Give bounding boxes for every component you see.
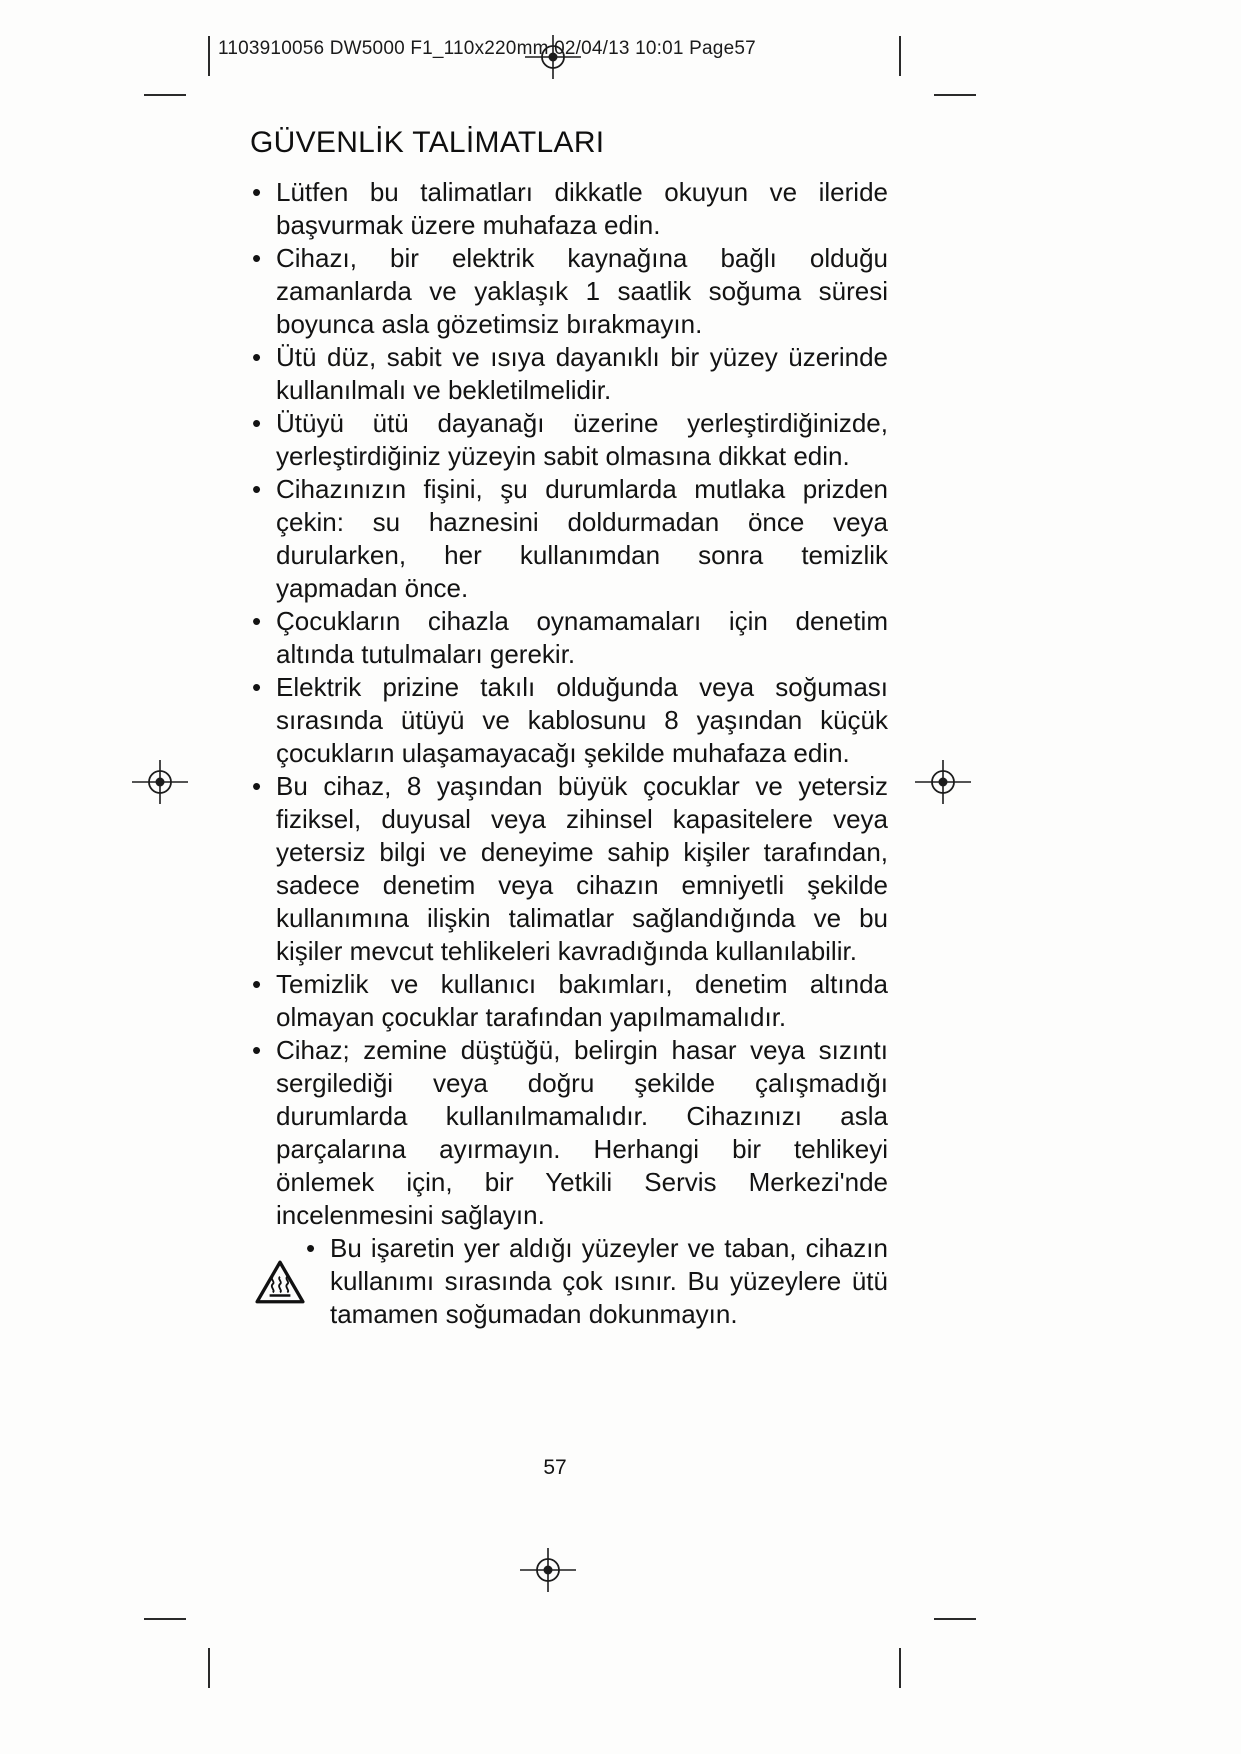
crop-mark-bottom-right-horizontal	[934, 1618, 976, 1620]
bullet-text: Bu cihaz, 8 yaşından büyük çocuklar ve yetersiz fiziksel, duyusal veya zihinsel kapasitelere veya yetersiz bilgi ve deneyime sahip kişiler tarafından, sadece denetim veya cihazın emniyetli şekilde kullanımına ilişkin talimatlar sağlandığında ve bu kişiler mevcut tehlikeleri kavradığında kullanılabilir.	[276, 771, 888, 966]
list-item	[250, 770, 888, 968]
bullet-dot: •	[252, 1035, 262, 1065]
page-title: GÜVENLİK TALİMATLARI	[250, 126, 605, 159]
list-item	[250, 1034, 888, 1232]
crop-mark-top-left-horizontal	[144, 94, 186, 96]
list-item	[250, 968, 888, 1034]
bullet-dot: •	[252, 771, 262, 801]
safety-instructions-list	[250, 176, 888, 1232]
bullet-text: Cihazınızın fişini, şu durumlarda mutlaka prizden çekin: su haznesini doldurmadan önce veya durularken, her kullanımdan sonra temizlik yapmadan önce.	[276, 474, 888, 603]
list-item	[250, 176, 888, 242]
bullet-dot: •	[252, 474, 262, 504]
bullet-dot: •	[252, 672, 262, 702]
registration-target-icon-left	[132, 754, 188, 810]
list-item	[250, 473, 888, 605]
bullet-text: Lütfen bu talimatları dikkatle okuyun ve ileride başvurmak üzere muhafaza edin.	[276, 177, 888, 240]
list-item	[250, 407, 888, 473]
hot-surface-warning-icon	[254, 1258, 306, 1314]
list-item	[250, 341, 888, 407]
bullet-text: Elektrik prizine takılı olduğunda veya soğuması sırasında ütüyü ve kablosunu 8 yaşından küçük çocukların ulaşamayacağı şekilde muhafaza edin.	[276, 672, 888, 768]
list-item	[250, 671, 888, 770]
bullet-dot: •	[306, 1233, 316, 1263]
list-item	[250, 605, 888, 671]
bullet-dot: •	[252, 342, 262, 372]
bullet-dot: •	[252, 606, 262, 636]
crop-mark-bottom-left-vertical	[208, 1648, 210, 1688]
hot-surface-warning-text: Bu işaretin yer aldığı yüzeyler ve taban, cihazın kullanımı sırasında çok ısınır. Bu yüzeylere ütü tamamen soğumadan dokunmayın.	[330, 1233, 888, 1329]
bullet-dot: •	[252, 969, 262, 999]
crop-mark-top-right-vertical	[899, 36, 901, 76]
bullet-text: Cihaz; zemine düştüğü, belirgin hasar veya sızıntı sergilediği veya doğru şekilde çalışmadığı durumlarda kullanılmamalıdır. Cihazınızı asla parçalarına ayırmayın. Herhangi bir tehlikeyi önlemek için, bir Yetkili Servis Merkezi'nde incelenmesini sağlayın.	[276, 1035, 888, 1230]
registration-target-icon-right	[915, 754, 971, 810]
crop-mark-bottom-right-vertical	[899, 1648, 901, 1688]
content-column	[250, 126, 888, 1331]
page-number: 57	[543, 1456, 567, 1479]
list-item	[250, 242, 888, 341]
crop-mark-top-right-horizontal	[934, 94, 976, 96]
bullet-text: Temizlik ve kullanıcı bakımları, denetim altında olmayan çocuklar tarafından yapılmamalıdır.	[276, 969, 888, 1032]
bullet-text: Ütü düz, sabit ve ısıya dayanıklı bir yüzey üzerinde kullanılmalı ve bekletilmelidir.	[276, 342, 888, 405]
registration-target-icon-bottom	[520, 1542, 576, 1598]
bullet-dot: •	[252, 177, 262, 207]
hot-surface-warning-item	[250, 1232, 888, 1331]
bullet-dot: •	[252, 408, 262, 438]
print-header: 1103910056 DW5000 F1_110x220mm 02/04/13 10:01 Page57	[218, 38, 756, 59]
bullet-text: Çocukların cihazla oynamamaları için denetim altında tutulmaları gerekir.	[276, 606, 888, 669]
crop-mark-top-left-vertical	[208, 36, 210, 76]
bullet-text: Ütüyü ütü dayanağı üzerine yerleştirdiğinizde, yerleştirdiğiniz yüzeyin sabit olmasına dikkat edin.	[276, 408, 888, 471]
bullet-dot: •	[252, 243, 262, 273]
crop-mark-bottom-left-horizontal	[144, 1618, 186, 1620]
bullet-text: Cihazı, bir elektrik kaynağına bağlı olduğu zamanlarda ve yaklaşık 1 saatlik soğuma süresi boyunca asla gözetimsiz bırakmayın.	[276, 243, 888, 339]
